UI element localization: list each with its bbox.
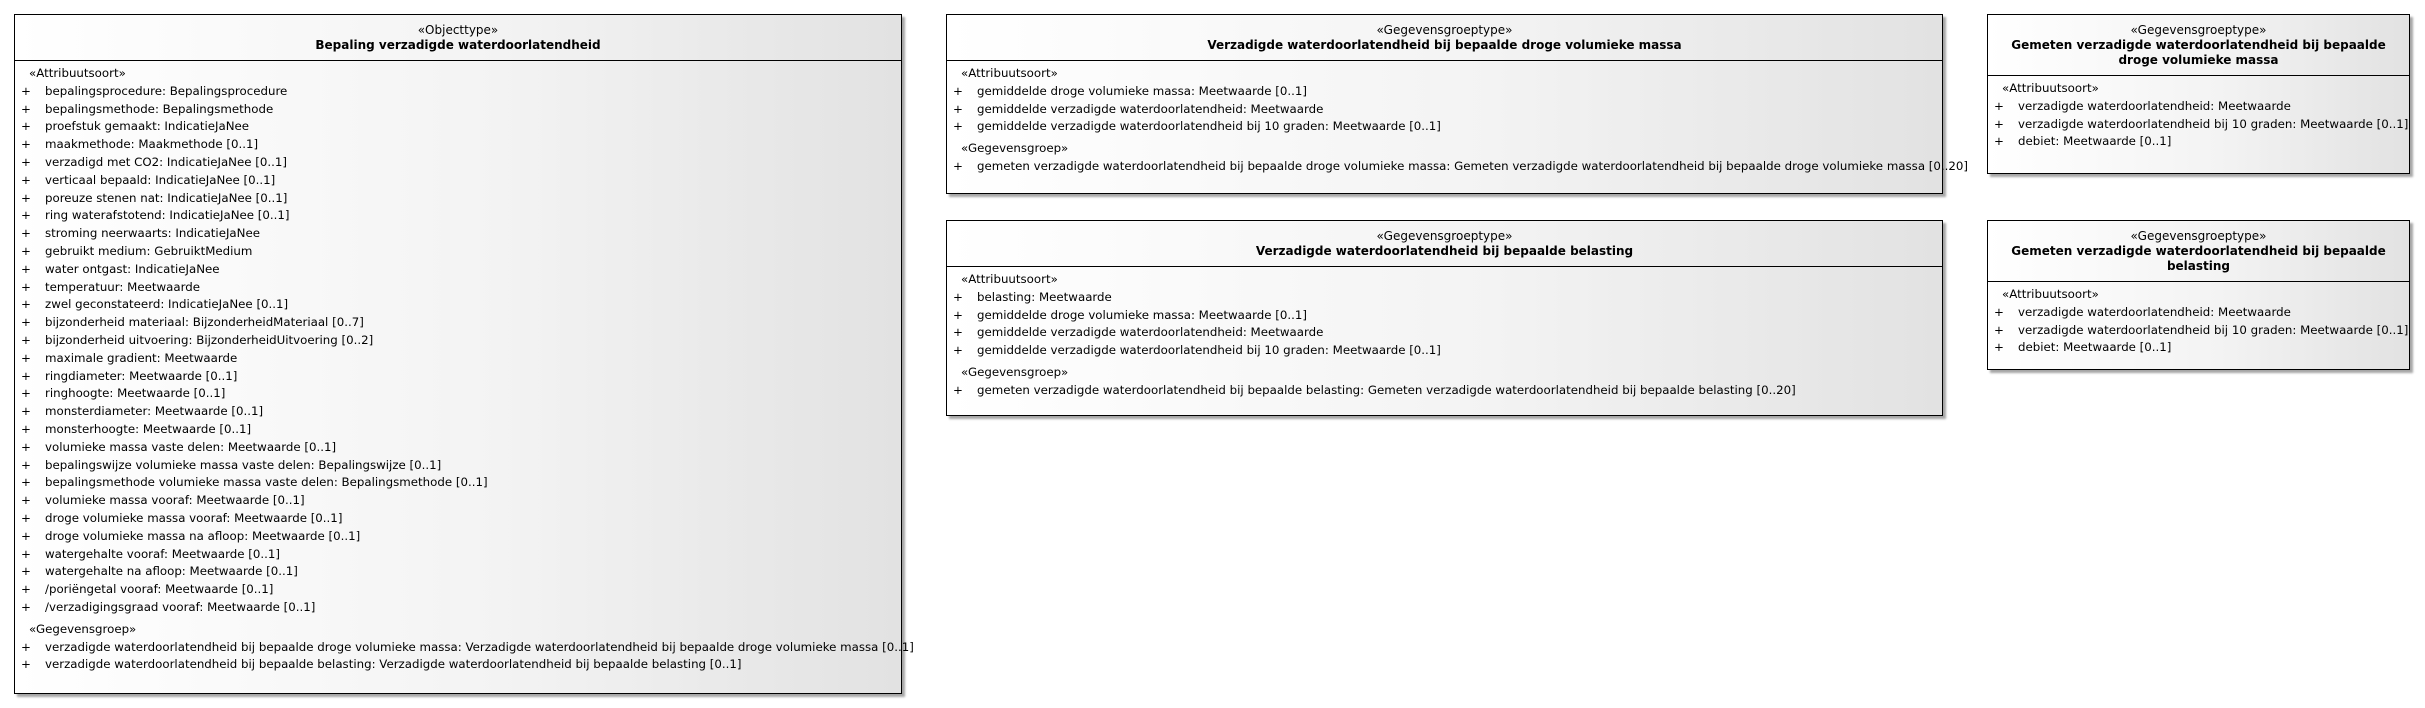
attribute-row: [1988, 98, 2409, 116]
class-stereotype: «Objecttype»: [417, 23, 499, 37]
visibility-marker: +: [21, 510, 31, 525]
attribute-row: [15, 154, 901, 172]
attribute-row: [15, 403, 901, 421]
attribute-text: bepalingsprocedure: Bepalingsprocedure: [45, 83, 288, 98]
section-title-gegevensgroep: «Gegevensgroep»: [961, 141, 1069, 156]
visibility-marker: +: [1994, 98, 2004, 113]
visibility-marker: +: [21, 657, 31, 672]
attribute-text: debiet: Meetwaarde [0..1]: [2018, 340, 2172, 355]
attribute-text: ringhoogte: Meetwaarde [0..1]: [45, 386, 226, 401]
attribute-row: [15, 207, 901, 225]
attribute-text: stroming neerwaarts: IndicatieJaNee: [45, 226, 261, 241]
attribute-row: [15, 656, 901, 674]
visibility-marker: +: [21, 332, 31, 347]
section-title-attribuutsoort: «Attribuutsoort»: [2002, 287, 2099, 301]
attribute-text: belasting: Meetwaarde: [977, 289, 1112, 304]
class-stereotype: «Gegevensgroeptype»: [1376, 229, 1513, 243]
visibility-marker: +: [21, 101, 31, 116]
attribute-row: [15, 279, 901, 297]
attribute-text: watergehalte vooraf: Meetwaarde [0..1]: [45, 546, 280, 561]
attribute-text: bepalingswijze volumieke massa vaste delen: Bepalingswijze [0..1]: [45, 457, 442, 472]
visibility-marker: +: [1994, 134, 2004, 149]
class-header: [1988, 221, 2409, 282]
attribute-row: [947, 158, 1969, 176]
visibility-marker: +: [21, 475, 31, 490]
class-name: Gemeten verzadigde waterdoorlatendheid bij bepaalde belasting: [2011, 244, 2386, 273]
attribute-text: debiet: Meetwaarde [0..1]: [2018, 134, 2172, 149]
class-header: [947, 15, 1942, 61]
attribute-text: verzadigde waterdoorlatendheid bij 10 graden: Meetwaarde [0..1]: [2018, 116, 2409, 131]
visibility-marker: +: [1994, 340, 2004, 355]
attribute-row: [15, 350, 901, 368]
class-name: Verzadigde waterdoorlatendheid bij bepaalde droge volumieke massa: [1207, 38, 1682, 52]
attribute-text: gemeten verzadigde waterdoorlatendheid bij bepaalde belasting: Gemeten verzadigde waterdoorlatendheid bij bepaalde belasting [0..20]: [977, 382, 1796, 397]
attribute-row: [1988, 304, 2409, 322]
attribute-text: /poriëngetal vooraf: Meetwaarde [0..1]: [45, 582, 274, 597]
visibility-marker: +: [953, 119, 963, 134]
attribute-text: gemiddelde verzadigde waterdoorlatendheid: Meetwaarde: [977, 325, 1324, 340]
attribute-row: [947, 382, 1942, 400]
attribute-row: [15, 118, 901, 136]
class-box-bepaling-verzadigde-waterdoorlatendheid[interactable]: [14, 14, 914, 694]
attribute-text: verzadigde waterdoorlatendheid: Meetwaarde: [2018, 98, 2291, 113]
attribute-text: gemiddelde droge volumieke massa: Meetwaarde [0..1]: [977, 83, 1307, 98]
attribute-row: [15, 243, 901, 261]
visibility-marker: +: [953, 307, 963, 322]
section-title-gegevensgroep: «Gegevensgroep»: [29, 621, 137, 636]
class-header: [15, 15, 901, 61]
attribute-row: [947, 307, 1942, 325]
attribute-row: [15, 581, 901, 599]
attribute-text: verzadigd met CO2: IndicatieJaNee [0..1]: [45, 154, 287, 169]
class-compartments: [1988, 282, 2409, 361]
attribute-list: [1988, 304, 2409, 357]
attribute-text: maximale gradient: Meetwaarde: [45, 350, 238, 365]
class-name: Gemeten verzadigde waterdoorlatendheid bij bepaalde droge volumieke massa: [2011, 38, 2386, 67]
visibility-marker: +: [953, 289, 963, 304]
attribute-text: gemiddelde verzadigde waterdoorlatendheid: Meetwaarde: [977, 101, 1324, 116]
attribute-text: ringdiameter: Meetwaarde [0..1]: [45, 368, 238, 383]
attribute-list: [15, 83, 901, 617]
attribute-row: [1988, 322, 2409, 340]
section-title-gegevensgroep: «Gegevensgroep»: [961, 364, 1069, 379]
class-compartments: [15, 61, 914, 678]
visibility-marker: +: [21, 404, 31, 419]
attribute-text: temperatuur: Meetwaarde: [45, 279, 200, 294]
attribute-row: [1988, 339, 2409, 357]
attribute-row: [15, 639, 914, 657]
attribute-row: [15, 83, 901, 101]
class-name: Bepaling verzadigde waterdoorlatendheid: [315, 38, 601, 52]
attribute-text: ring waterafstotend: IndicatieJaNee [0..1]: [45, 208, 290, 223]
attribute-row: [15, 492, 901, 510]
attribute-text: bijzonderheid materiaal: BijzonderheidMateriaal [0..7]: [45, 315, 364, 330]
class-compartments: [947, 61, 1969, 180]
attribute-list: [15, 639, 914, 675]
attribute-row: [1988, 116, 2409, 134]
visibility-marker: +: [953, 101, 963, 116]
attribute-text: bepalingsmethode: Bepalingsmethode: [45, 101, 274, 116]
attribute-row: [1988, 133, 2409, 151]
visibility-marker: +: [953, 325, 963, 340]
class-header: [947, 221, 1942, 267]
attribute-text: maakmethode: Maakmethode [0..1]: [45, 137, 259, 152]
visibility-marker: +: [21, 386, 31, 401]
attribute-row: [15, 314, 901, 332]
attribute-row: [15, 296, 901, 314]
visibility-marker: +: [1994, 116, 2004, 131]
attribute-row: [15, 225, 901, 243]
attribute-list: [1988, 98, 2409, 151]
attribute-row: [947, 101, 1942, 119]
attribute-row: [947, 324, 1942, 342]
visibility-marker: +: [21, 83, 31, 98]
attribute-row: [15, 528, 901, 546]
class-stereotype: «Gegevensgroeptype»: [1376, 23, 1513, 37]
visibility-marker: +: [953, 382, 963, 397]
attribute-text: poreuze stenen nat: IndicatieJaNee [0..1]: [45, 190, 288, 205]
attribute-text: droge volumieke massa na afloop: Meetwaarde [0..1]: [45, 528, 361, 543]
visibility-marker: +: [21, 421, 31, 436]
visibility-marker: +: [1994, 322, 2004, 337]
attribute-text: bepalingsmethode volumieke massa vaste delen: Bepalingsmethode [0..1]: [45, 475, 488, 490]
visibility-marker: +: [21, 137, 31, 152]
attribute-text: gemiddelde verzadigde waterdoorlatendheid bij 10 graden: Meetwaarde [0..1]: [977, 343, 1441, 358]
class-header: [1988, 15, 2409, 76]
visibility-marker: +: [21, 639, 31, 654]
attribute-text: volumieke massa vaste delen: Meetwaarde [0..1]: [45, 439, 337, 454]
attribute-row: [947, 289, 1942, 307]
attribute-text: verticaal bepaald: IndicatieJaNee [0..1]: [45, 172, 276, 187]
attribute-row: [15, 261, 901, 279]
visibility-marker: +: [21, 439, 31, 454]
section-title-attribuutsoort: «Attribuutsoort»: [961, 272, 1058, 286]
attribute-text: monsterhoogte: Meetwaarde [0..1]: [45, 421, 252, 436]
visibility-marker: +: [21, 350, 31, 365]
visibility-marker: +: [21, 243, 31, 258]
attribute-text: volumieke massa vooraf: Meetwaarde [0..1]: [45, 493, 305, 508]
visibility-marker: +: [21, 297, 31, 312]
section-title-attribuutsoort: «Attribuutsoort»: [2002, 81, 2099, 95]
attribute-row: [947, 118, 1942, 136]
class-name: Verzadigde waterdoorlatendheid bij bepaalde belasting: [1255, 244, 1634, 258]
attribute-text: zwel geconstateerd: IndicatieJaNee [0..1]: [45, 297, 289, 312]
attribute-list: [947, 83, 1942, 136]
attribute-text: bijzonderheid uitvoering: BijzonderheidUitvoering [0..2]: [45, 332, 374, 347]
class-stereotype: «Gegevensgroeptype»: [2130, 229, 2267, 243]
visibility-marker: +: [21, 368, 31, 383]
visibility-marker: +: [21, 190, 31, 205]
class-box-verzadigde-waterdoorlatendheid-belasting[interactable]: [946, 220, 1943, 416]
class-compartments: [1988, 76, 2409, 155]
visibility-marker: +: [21, 599, 31, 614]
attribute-row: [15, 457, 901, 475]
attribute-text: proefstuk gemaakt: IndicatieJaNee: [45, 119, 250, 134]
attribute-text: gebruikt medium: GebruiktMedium: [45, 243, 253, 258]
visibility-marker: +: [21, 564, 31, 579]
attribute-text: gemiddelde droge volumieke massa: Meetwaarde [0..1]: [977, 307, 1307, 322]
visibility-marker: +: [953, 83, 963, 98]
visibility-marker: +: [21, 493, 31, 508]
section-title-attribuutsoort: «Attribuutsoort»: [961, 66, 1058, 80]
attribute-row: [15, 101, 901, 119]
attribute-list: [947, 289, 1942, 360]
attribute-row: [15, 172, 901, 190]
attribute-text: verzadigde waterdoorlatendheid: Meetwaarde: [2018, 304, 2291, 319]
attribute-row: [947, 83, 1942, 101]
attribute-row: [15, 332, 901, 350]
attribute-text: verzadigde waterdoorlatendheid bij bepaalde droge volumieke massa: Verzadigde waterdoorlatendheid bij bepaalde droge volumieke massa [0..1]: [45, 639, 914, 654]
visibility-marker: +: [953, 158, 963, 173]
attribute-list: [947, 158, 1969, 176]
attribute-text: droge volumieke massa vooraf: Meetwaarde [0..1]: [45, 510, 343, 525]
attribute-row: [15, 546, 901, 564]
attribute-text: monsterdiameter: Meetwaarde [0..1]: [45, 404, 264, 419]
attribute-text: verzadigde waterdoorlatendheid bij bepaalde belasting: Verzadigde waterdoorlatendheid bij bepaalde belasting [0..1]: [45, 657, 742, 672]
visibility-marker: +: [1994, 304, 2004, 319]
visibility-marker: +: [21, 528, 31, 543]
attribute-row: [15, 510, 901, 528]
attribute-row: [15, 421, 901, 439]
attribute-text: gemeten verzadigde waterdoorlatendheid bij bepaalde droge volumieke massa: Gemeten verzadigde waterdoorlatendheid bij bepaalde droge volumieke massa [0..20]: [977, 158, 1969, 173]
visibility-marker: +: [21, 208, 31, 223]
visibility-marker: +: [21, 172, 31, 187]
attribute-row: [15, 385, 901, 403]
visibility-marker: +: [21, 582, 31, 597]
attribute-text: gemiddelde verzadigde waterdoorlatendheid bij 10 graden: Meetwaarde [0..1]: [977, 119, 1441, 134]
attribute-list: [947, 382, 1942, 400]
visibility-marker: +: [21, 154, 31, 169]
attribute-row: [15, 563, 901, 581]
attribute-row: [15, 474, 901, 492]
section-title-attribuutsoort: «Attribuutsoort»: [29, 66, 126, 80]
attribute-text: /verzadigingsgraad vooraf: Meetwaarde [0..1]: [45, 599, 316, 614]
class-box-gemeten-verzadigde-waterdoorlatendheid-droge-volumieke-massa[interactable]: [1987, 14, 2410, 174]
attribute-row: [947, 342, 1942, 360]
attribute-row: [15, 599, 901, 617]
class-box-gemeten-verzadigde-waterdoorlatendheid-belasting[interactable]: [1987, 220, 2410, 370]
attribute-row: [15, 136, 901, 154]
attribute-text: water ontgast: IndicatieJaNee: [45, 261, 220, 276]
visibility-marker: +: [21, 315, 31, 330]
visibility-marker: +: [21, 119, 31, 134]
class-stereotype: «Gegevensgroeptype»: [2130, 23, 2267, 37]
attribute-text: verzadigde waterdoorlatendheid bij 10 graden: Meetwaarde [0..1]: [2018, 322, 2409, 337]
class-compartments: [947, 267, 1942, 404]
attribute-row: [15, 368, 901, 386]
visibility-marker: +: [953, 343, 963, 358]
visibility-marker: +: [21, 457, 31, 472]
attribute-text: watergehalte na afloop: Meetwaarde [0..1]: [45, 564, 298, 579]
attribute-row: [15, 190, 901, 208]
visibility-marker: +: [21, 226, 31, 241]
attribute-row: [15, 439, 901, 457]
class-box-verzadigde-waterdoorlatendheid-droge-volumieke-massa[interactable]: [946, 14, 1969, 194]
visibility-marker: +: [21, 546, 31, 561]
visibility-marker: +: [21, 261, 31, 276]
visibility-marker: +: [21, 279, 31, 294]
